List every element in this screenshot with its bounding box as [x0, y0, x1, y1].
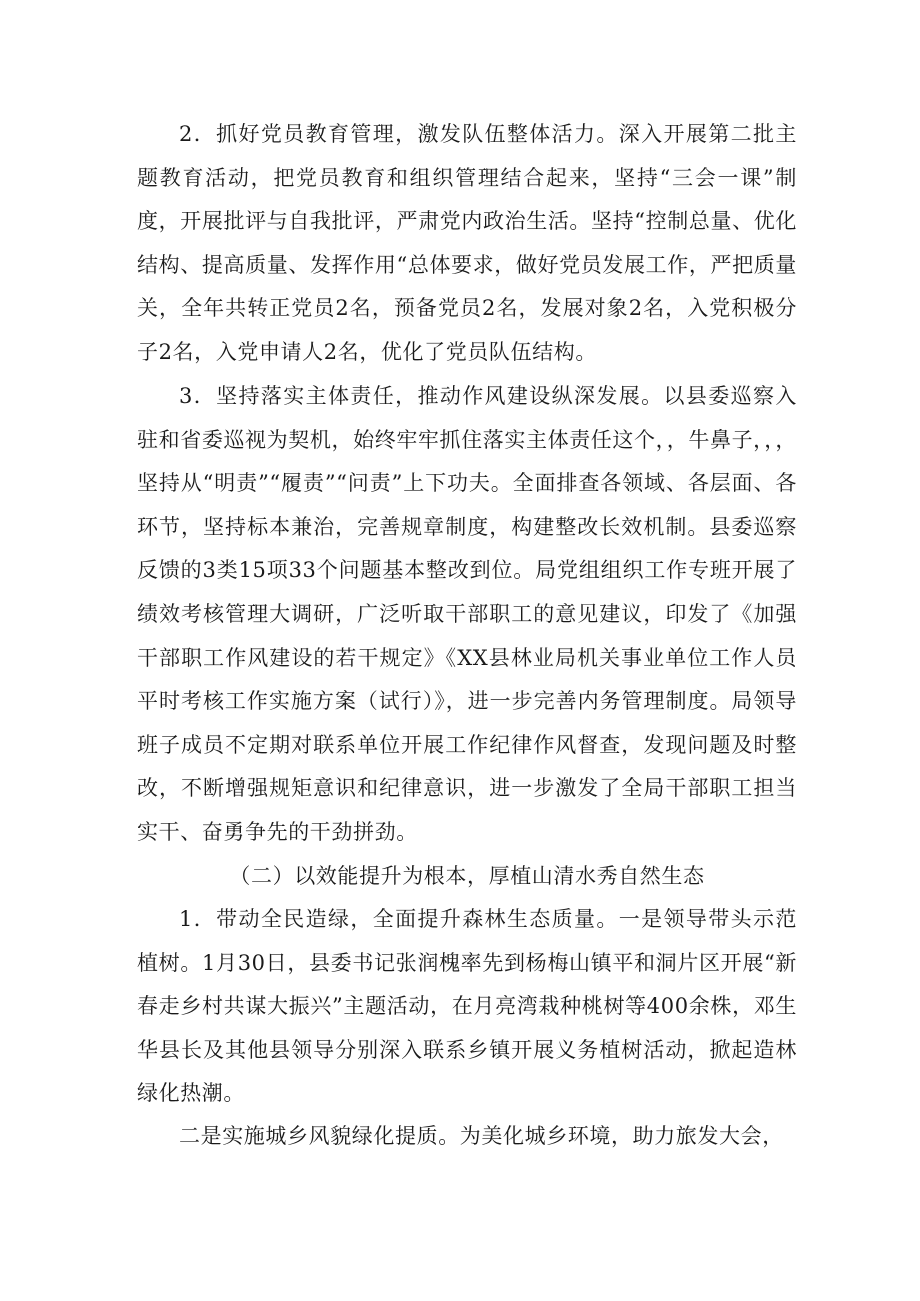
section-heading: （二）以效能提升为根本，厚植山清水秀自然生态 — [229, 864, 705, 888]
paragraph-afforestation: 1．带动全民造绿，全面提升森林生态质量。一是领导带头示范植树。1月30日，县委书记张润槐率先到杨梅山镇平和洞片区开展“新春走乡村共谋大振兴”主题活动，在月亮湾栽种桃树等400余株，邓生华县长及其他县领导分别深入联系乡镇开展义务植树活动，掀起造林绿化热潮。 — [137, 907, 797, 1106]
paragraph-party-education: 2．抓好党员教育管理，激发队伍整体活力。深入开展第二批主题教育活动，把党员教育和组织管理结合起来，坚持“三会一课”制度，开展批评与自我批评，严肃党内政治生活。坚持“控制总量、优化结构、提高质量、发挥作用“总体要求，做好党员发展工作，严把质量关，全年共转正党员2名，预备党员2名，发展对象2名，入党积极分子2名，入党申请人2名，优化了党员队伍结构。 — [137, 122, 797, 364]
paragraph-urban-rural-greening: 二是实施城乡风貌绿化提质。为美化城乡环境，助力旅发大会， — [179, 1124, 784, 1148]
paragraph-main-responsibility: 3．坚持落实主体责任，推动作风建设纵深发展。以县委巡察入驻和省委巡视为契机，始终牢牢抓住落实主体责任这个，，牛鼻子，，，坚持从“明责”“履责”“问责”上下功夫。全面排查各领域、各层面、各环节，坚持标本兼治，完善规章制度，构建整改长效机制。县委巡察反馈的3类15项33个问题基本整改到位。局党组组织工作专班开展了绩效考核管理大调研，广泛听取干部职工的意见建议，印发了《加强干部职工作风建设的若干规定》《XX县林业局机关事业单位工作人员平时考核工作实施方案（试行）》，进一步完善内务管理制度。局领导班子成员不定期对联系单位开展工作纪律作风督查，发现问题及时整改，不断增强规矩意识和纪律意识，进一步激发了全局干部职工担当实干、奋勇争先的干劲拼劲。 — [137, 384, 797, 844]
